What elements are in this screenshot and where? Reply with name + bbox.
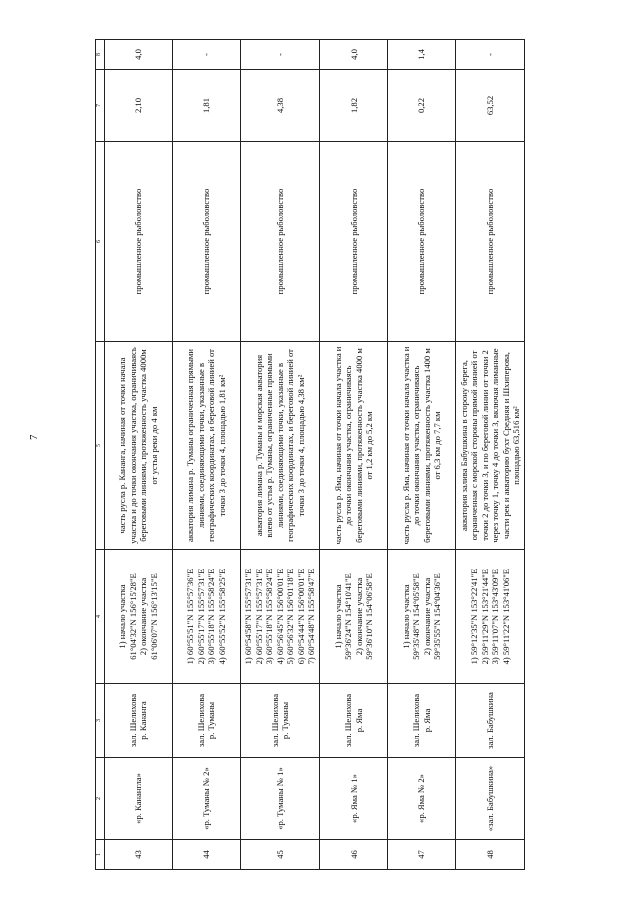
- site-area: 1,81: [172, 70, 240, 142]
- table-row: [320, 40, 388, 870]
- site-purpose: промышленное рыболовство: [240, 142, 319, 342]
- site-coordinates-line: 3) 60°55'18"N 155°58'24"E: [264, 568, 275, 665]
- site-coordinates-line: 59°35'55"N 154°04'36"E: [432, 573, 443, 660]
- site-coordinates-line: 1) начало участка: [117, 584, 128, 649]
- site-location-line: р. Туманы: [206, 701, 217, 740]
- column-number: 2: [96, 758, 105, 840]
- site-description: часть русла р. Яма, начиная от точки начала участка и до точки окончания участка, ограничиваясь береговыми линиями, протяженность участка 1400 м от 6,3 км до 7,7 км: [388, 342, 456, 550]
- site-number: 43: [105, 840, 173, 870]
- column-number: 7: [96, 70, 105, 142]
- site-description: акватория залива Бабушкина в сторону берега, ограниченная с морской стороны прямой линией от точки 2 до точки 3, и по береговой линии от точки 2 через точку 1, точку 4 до точки 3, включая лиманные части рек и акваторию бухт Средняя и Шхиперова, площадью 63,516 км²: [456, 342, 525, 550]
- site-coordinates-line: 61°06'07"N 156°13'15"E: [148, 573, 159, 660]
- site-number: 47: [388, 840, 456, 870]
- column-number: 1: [96, 840, 105, 870]
- site-purpose: промышленное рыболовство: [172, 142, 240, 342]
- site-location: [456, 684, 525, 758]
- site-name: «р. Канангла»: [105, 758, 173, 840]
- site-coordinates-line: 4) 60°55'52"N 155°58'25"E: [216, 568, 227, 665]
- site-location-line: зал. Шелихова: [195, 693, 206, 748]
- site-location-line: зал. Шелихова: [269, 693, 280, 748]
- site-purpose: промышленное рыболовство: [388, 142, 456, 342]
- site-coordinates-line: 1) 60°55'51"N 155°57'36"E: [185, 568, 196, 665]
- site-coordinates-line: 1) 59°12'35"N 153°22'41"E: [469, 568, 480, 665]
- site-coordinates: [388, 550, 456, 684]
- site-location-line: р. Яма: [353, 708, 364, 733]
- site-location-line: зал. Шелихова: [343, 693, 354, 748]
- site-length: -: [172, 40, 240, 70]
- site-area: 63,52: [456, 70, 525, 142]
- site-location-line: зал. Шелихова: [411, 693, 422, 748]
- table-row: [240, 40, 319, 870]
- site-name: «р. Яма № 2»: [388, 758, 456, 840]
- site-coordinates: [240, 550, 319, 684]
- site-area: 0,22: [388, 70, 456, 142]
- site-description: часть русла р. Кананга, начиная от точки начала участка и до точки окончания участка, ограничиваясь береговыми линиями, протяженность участка 4000м от устья реки до 4 км: [105, 342, 173, 550]
- site-coordinates-line: 3) 60°55'18"N 155°58'24"E: [206, 568, 217, 665]
- site-location-line: зал. Шелихова: [127, 693, 138, 748]
- site-length: 1,4: [388, 40, 456, 70]
- site-name: «р. Яма № 1»: [320, 758, 388, 840]
- column-number: 4: [96, 550, 105, 684]
- site-coordinates-line: 3) 59°11'07"N 153°43'09"E: [490, 568, 501, 665]
- site-coordinates-line: 2) окончание участка: [353, 577, 364, 656]
- site-location: [172, 684, 240, 758]
- site-coordinates-line: 59°36'10"N 154°06'58"E: [364, 573, 375, 660]
- site-coordinates-line: 2) 60°55'17"N 155°57'31"E: [253, 568, 264, 665]
- site-area: 1,82: [320, 70, 388, 142]
- site-coordinates: [105, 550, 173, 684]
- site-number: 46: [320, 840, 388, 870]
- site-length: 4,0: [105, 40, 173, 70]
- site-coordinates-line: 4) 59°11'22"N 153°41'06"E: [500, 568, 511, 665]
- column-number-row: [96, 40, 105, 870]
- site-coordinates-line: 2) 60°55'17"N 155°57'31"E: [195, 568, 206, 665]
- site-location: [320, 684, 388, 758]
- site-number: 48: [456, 840, 525, 870]
- site-location: [388, 684, 456, 758]
- rotated-table-container: [95, 40, 525, 870]
- site-coordinates: [320, 550, 388, 684]
- table-body: [105, 40, 525, 870]
- site-length: 4,0: [320, 40, 388, 70]
- site-coordinates: [172, 550, 240, 684]
- column-number: 5: [96, 342, 105, 550]
- site-area: 4,38: [240, 70, 319, 142]
- site-number: 44: [172, 840, 240, 870]
- site-description: акватория лимана р. Туманы ограниченная прямыми линиями, соединяющими точки, указанные в географических координатах, и береговой линией от точки 3 до точки 4, площадью 1,81 км²: [172, 342, 240, 550]
- site-purpose: промышленное рыболовство: [320, 142, 388, 342]
- site-coordinates-line: 6) 60°54'44"N 156°00'01"E: [295, 568, 306, 665]
- site-coordinates-line: 4) 60°56'45"N 156°00'01"E: [274, 568, 285, 665]
- site-coordinates-line: 59°35'48"N 154°05'58"E: [411, 573, 422, 660]
- table-row: [456, 40, 525, 870]
- site-coordinates-line: 2) 59°11'29"N 153°21'44"E: [479, 568, 490, 665]
- page-number: 7: [28, 434, 40, 440]
- site-coordinates-line: 1) 60°54'58"N 155°57'31"E: [243, 568, 254, 665]
- site-location-line: р. Туманы: [280, 701, 291, 740]
- table-row: [388, 40, 456, 870]
- site-length: -: [240, 40, 319, 70]
- site-coordinates-line: 7) 60°54'48"N 155°58'47"E: [306, 568, 317, 665]
- site-coordinates-line: 59°36'24"N 154°10'41"E: [343, 573, 354, 660]
- site-location-line: зал. Бабушкина: [484, 692, 495, 749]
- site-coordinates-line: 1) начало участка: [332, 584, 343, 649]
- site-coordinates-line: 1) начало участка: [400, 584, 411, 649]
- site-description: часть русла р. Яма, начиная от точки начала участка и до точки окончания участка, ограничиваясь береговыми линиями, протяженность участка 4000 м от 1,2 км до 5,2 км: [320, 342, 388, 550]
- column-number: 8: [96, 40, 105, 70]
- site-length: -: [456, 40, 525, 70]
- site-location-line: р. Яма: [421, 708, 432, 733]
- site-location-line: р. Кананга: [138, 701, 149, 740]
- site-name: «зал. Бабушкина»: [456, 758, 525, 840]
- table-row: [105, 40, 173, 870]
- site-location: [240, 684, 319, 758]
- column-number: 3: [96, 684, 105, 758]
- site-purpose: промышленное рыболовство: [456, 142, 525, 342]
- table-row: [172, 40, 240, 870]
- site-name: «р. Туманы № 1»: [240, 758, 319, 840]
- site-location: [105, 684, 173, 758]
- column-number: 6: [96, 142, 105, 342]
- site-coordinates-line: 5) 60°56'32"N 156°01'18"E: [285, 568, 296, 665]
- site-number: 45: [240, 840, 319, 870]
- site-description: акватория лимана р. Туманы и морская акватория влево от устья р. Туманы, ограниченные прямыми линиями, соединяющими точки, указанные в географических координатах, и береговой линией от точки 3 до точки 4, площадью 4,38 км²: [240, 342, 319, 550]
- site-purpose: промышленное рыболовство: [105, 142, 173, 342]
- site-coordinates: [456, 550, 525, 684]
- site-area: 2,10: [105, 70, 173, 142]
- site-coordinates-line: 61°04'32"N 156°15'28"E: [127, 573, 138, 660]
- site-coordinates-line: 2) окончание участка: [421, 577, 432, 656]
- site-name: «р. Туманы № 2»: [172, 758, 240, 840]
- fishing-sites-table: [95, 39, 525, 870]
- site-coordinates-line: 2) окончание участка: [138, 577, 149, 656]
